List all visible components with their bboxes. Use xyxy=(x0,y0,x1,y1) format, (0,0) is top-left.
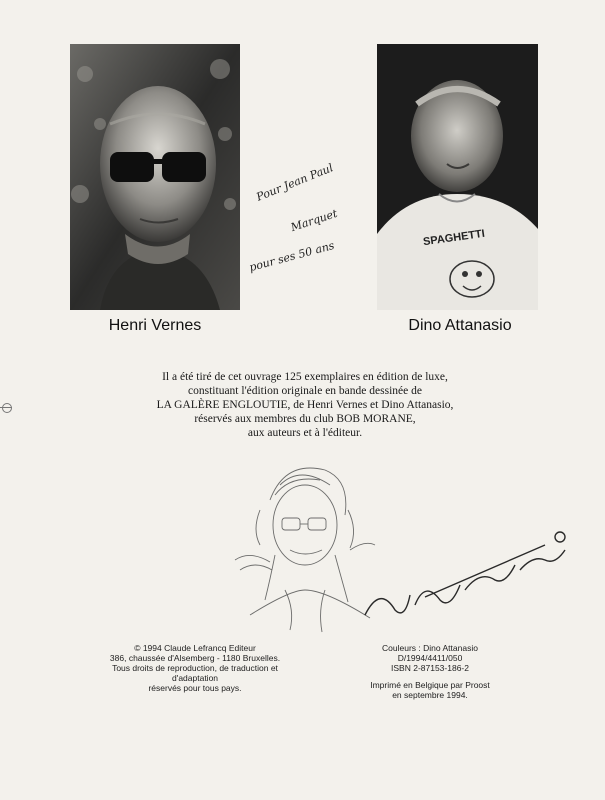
statement-line-4: réservés aux membres du club BOB MORANE, xyxy=(194,413,416,425)
edition-statement xyxy=(150,370,460,440)
dedication-line-3: pour ses 50 ans xyxy=(247,238,336,275)
publisher-colophon xyxy=(95,643,295,693)
dedication-line-2: Marquet xyxy=(289,206,339,235)
dino-attanasio-photo xyxy=(377,44,538,310)
author-name-right: Dino Attanasio xyxy=(408,317,512,334)
henri-vernes-photo xyxy=(70,44,240,310)
author-name-left: Henri Vernes xyxy=(108,317,202,334)
statement-line-5: aux auteurs et à l'éditeur. xyxy=(247,427,363,439)
colophon-isbn: ISBN 2-87153-186-2 xyxy=(391,663,469,673)
colophon-rights-2: d'adaptation xyxy=(171,673,219,683)
statement-line-3: LA GALÈRE ENGLOUTIE, de Henri Vernes et Dino Attanasio, xyxy=(156,399,454,411)
dedication-line-1: Pour Jean Paul xyxy=(254,161,336,204)
statement-line-2: constituant l'édition originale en bande dessinée de xyxy=(188,385,422,397)
binding-mark xyxy=(2,403,12,413)
colophon-print-date: en septembre 1994. xyxy=(392,690,468,700)
colophon-address: 386, chaussée d'Alsemberg - 1180 Bruxelles. xyxy=(109,653,281,663)
colophon-printer: Imprimé en Belgique par Proost xyxy=(370,680,490,690)
colophon-legal-deposit: D/1994/4411/050 xyxy=(397,653,463,663)
artist-signature xyxy=(355,525,575,625)
colophon-rights-1: Tous droits de reproduction, de traduction et xyxy=(112,663,278,673)
shirt-text: SPAGHETTI xyxy=(422,227,486,249)
colophon-gap xyxy=(355,673,505,680)
statement-line-1: Il a été tiré de cet ouvrage 125 exemplaires en édition de luxe, xyxy=(162,371,448,383)
colophon-rights-3: réservés pour tous pays. xyxy=(148,683,242,693)
handwritten-dedication xyxy=(247,161,368,285)
colophon-colors: Couleurs : Dino Attanasio xyxy=(382,643,478,653)
colophon-copyright: © 1994 Claude Lefrancq Editeur xyxy=(134,643,256,653)
printing-colophon xyxy=(355,643,505,700)
